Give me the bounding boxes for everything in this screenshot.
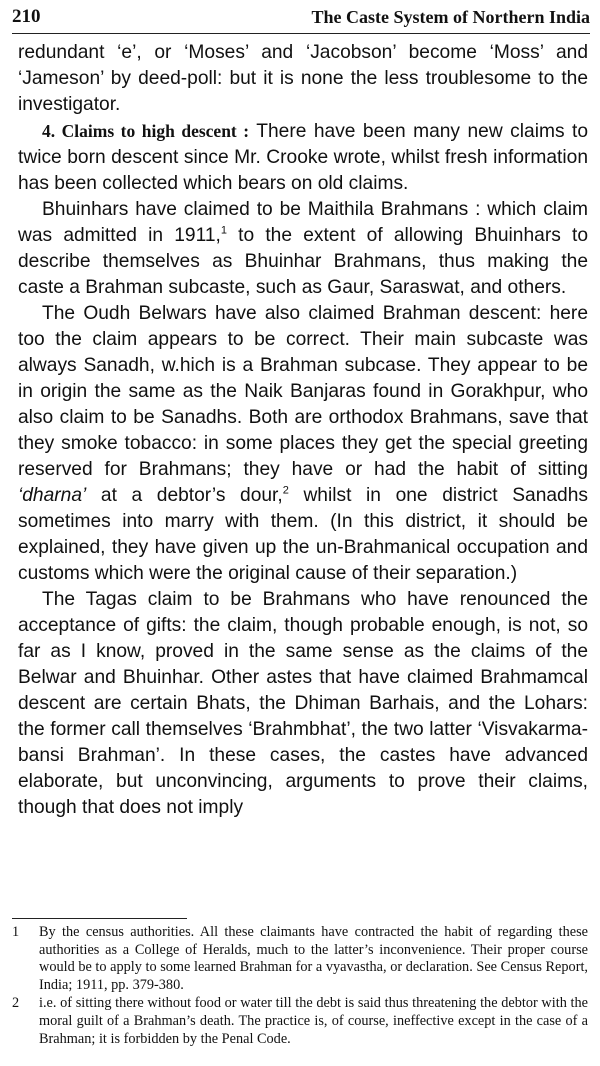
paragraph-tagas: The Tagas claim to be Brahmans who have renounced the acceptance of gifts: the claim, though probable enough, is not, so far as I know, proved in the same sense as the claims of the Belwar and Bhuinhar. Other astes that have claimed Brahmamcal descent are certain Bhats, the Dhiman Barhais, and the Lohars: the former call themselves ‘Brahmbhat’, the two latter ‘Visvakarma- bansi Brahman’. In these cases, the castes have advanced elaborate, but unconvincing, arguments to prove their claims, though that does not imply (18, 589, 588, 818)
paragraph-belwars (18, 301, 588, 587)
footnote (12, 995, 588, 1048)
body-text (18, 40, 588, 821)
paragraph-text: There have been many new claims to twice born descent since Mr. Crooke wrote, whilst fresh information has been collected which bears on old claims. (18, 121, 589, 194)
section-heading: 4. Claims to high descent : (42, 121, 250, 141)
header-rule (12, 33, 590, 34)
paragraph-text: whilst in one district Sanadhs sometimes into marry with them. (In this district, it should be explained, they have given up the un-Brahmanical occupation and customs which were the original cause of their separation.) (18, 485, 588, 584)
italic-term: ‘dharna’ (18, 485, 87, 506)
paragraph-continuation: redundant ‘e’, or ‘Moses’ and ‘Jacobson’ become ‘Moss’ and ‘Jameson’ by deed-poll: but it is none the less troublesome to the investigator. (18, 42, 588, 115)
footnote-number: 1 (12, 924, 20, 940)
footnote-rule (12, 918, 187, 919)
paragraph-text: The Oudh Belwars have also claimed Brahman descent: here too the claim appears to be correct. Their main subcaste was always Sanadh, w.hich is a Brahman subcase. They appear to be in origin the same as the Naik Banjaras found in Gorakhpur, who also claim to be Sanadhs. Both are orthodox Brahmans, save that they smoke tobacco: in some places they get the special greeting reserved for Brahmans; they have or had the habit of sitting (18, 303, 588, 480)
footnote (12, 924, 588, 994)
footnote-ref-1: 1 (220, 224, 227, 237)
running-title: The Caste System of Northern India (311, 7, 590, 27)
footnotes (12, 924, 588, 1049)
footnote-text: i.e. of sitting there without food or water till the debt is said thus threatening the debtor with the moral guilt of a Brahman’s death. The practice is, of course, ineffective except in the case of a Brahman; it is forbidden by the Penal Code. (39, 995, 588, 1047)
footnote-ref-2: 2 (282, 484, 289, 497)
paragraph-text: Bhuinhars have claimed to be Maithila Brahmans : which claim was admitted in 1911, (18, 199, 588, 246)
footnote-number: 2 (12, 995, 20, 1012)
paragraph-bhuinhars (18, 197, 588, 301)
paragraph-claims-heading (18, 118, 588, 197)
paragraph-text: to the extent of allowing Bhuinhars to describe themselves as Bhuinhar Brahmans, thus making the caste a Brahman subcaste, such as Gaur, Saraswat, and others. (18, 225, 588, 298)
running-header (12, 6, 590, 32)
page-number: 210 (12, 6, 41, 27)
footnote-text: By the census authorities. All these claimants have contracted the habit of regarding these authorities as a College of Heralds, much to the latter’s inconvenience. Their proper course would be to apply to some learned Brahman for a vyavastha, or declaration. See Census Report, India; 1911, pp. 379-380. (39, 924, 588, 993)
paragraph-text: at a debtor’s dour, (86, 485, 283, 506)
